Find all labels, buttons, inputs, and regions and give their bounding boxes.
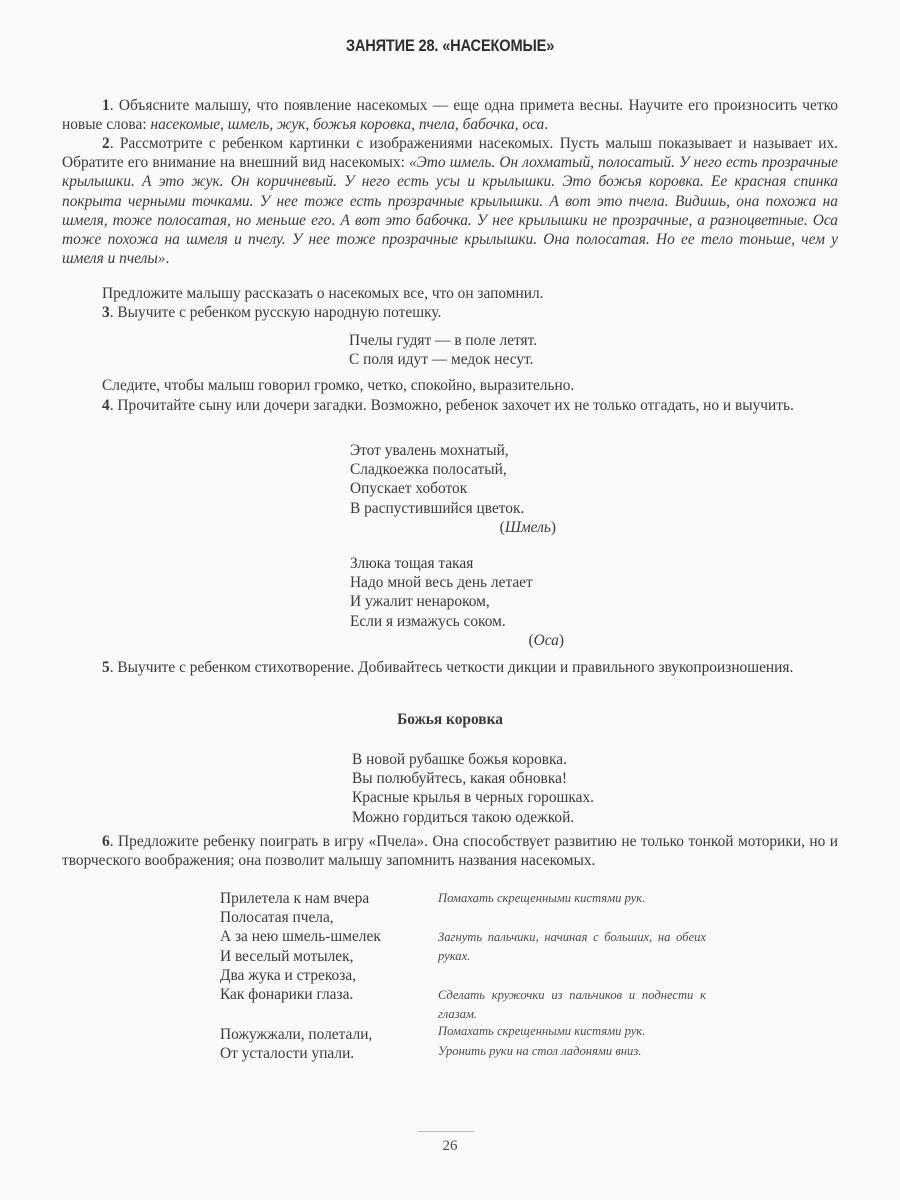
section-6-text: . Предложите ребенку поиграть в игру «Пчела». Она способствует развитию не только тонкой моторики, но и творческого воображения; она позволит малышу запомнить названия насекомых.: [62, 833, 838, 870]
section-number: 3: [102, 304, 110, 321]
verse-line: Опускает хоботок: [350, 480, 468, 498]
verse-line: Надо мной весь день летает: [350, 574, 533, 592]
section-5-text: . Выучите с ребенком стихотворение. Добивайтесь четкости дикции и правильного звукопроизношения.: [109, 659, 794, 676]
verse-line: В новой рубашке божья коровка.: [352, 751, 567, 768]
section-2-text: . Рассмотрите с ребенком картинки с изображениями насекомых. Пусть малыш показывает и называет их. Обратите его внимание на внешний вид насекомых:: [62, 135, 838, 172]
game-verse-block-1: [220, 889, 381, 1004]
section-3-text: . Выучите с ребенком русскую народную потешку.: [109, 304, 442, 321]
section-2-paragraph: [62, 134, 838, 268]
verse-line: Красные крылья в черных горошках.: [352, 789, 595, 807]
section-4-text: . Прочитайте сыну или дочери загадки. Возможно, ребенок захочет их не только отгадать, но и выучить.: [109, 397, 794, 414]
verse-line: Этот увалень мохнатый,: [350, 442, 509, 459]
page-number: 26: [442, 1138, 458, 1154]
verse-line: Как фонарики глаза.: [220, 986, 354, 1004]
page-title: ЗАНЯТИЕ 28. «НАСЕКОМЫЕ»: [345, 36, 555, 55]
section-6-paragraph: [62, 832, 838, 870]
verse-line: И ужалит ненароком,: [350, 593, 490, 611]
riddle-answer-text: Оса: [533, 631, 559, 649]
section-number: 5: [102, 659, 110, 676]
section-1-words: насекомые, шмель, жук, божья коровка, пчела, бабочка, оса: [150, 116, 545, 134]
verse-line: И веселый мотылек,: [220, 947, 354, 965]
verse-line: Пчелы гудят — в поле летят.: [349, 332, 538, 349]
section-1-paragraph: [62, 96, 838, 134]
verse-line: Пожужжали, полетали,: [220, 1026, 373, 1043]
folk-rhyme: [349, 331, 537, 369]
verse-line: Вы полюбуйтесь, какая обновка!: [352, 770, 568, 788]
game-action: Загнуть пальчики, начиная с больших, на обеих руках.: [438, 930, 706, 963]
verse-line: От усталости упали.: [220, 1045, 355, 1063]
riddle-2: [350, 554, 564, 650]
poem-title: Божья коровка: [397, 711, 503, 728]
section-3-followup: Следите, чтобы малыш говорил громко, четко, спокойно, выразительно.: [102, 377, 575, 394]
game-action: Сделать кружочки из пальчиков и поднести к глазам.: [438, 988, 706, 1021]
verse-line: А за нею шмель-шмелек: [220, 928, 381, 946]
game-action: Помахать скрещенными кистями рук.: [438, 1024, 646, 1038]
section-1-end: .: [544, 116, 549, 134]
verse-line: Сладкоежка полосатый,: [350, 461, 507, 479]
verse-line: Прилетела к нам вчера: [220, 890, 370, 907]
section-number: 4: [102, 397, 110, 414]
verse-line: Два жука и стрекоза,: [220, 966, 356, 984]
section-number: 2: [102, 135, 110, 152]
verse-line: В распустившийся цветок.: [350, 499, 525, 517]
section-2-quote: «Это шмель. Он лохматый, полосатый. У него есть прозрачные крылышки. А это жук. Он коричневый. У него есть усы и крылышки. Это божья коровка. Ее красная спинка покрыта черными точками. У нее тоже есть прозрачные крылышки. А вот это пчела. Видишь, она похожа на шмеля, тоже полосатая, но меньше его. А вот это бабочка. У нее крылышки не прозрачные, а разноцветные. Оса тоже похожа на шмеля и пчелу. У нее тоже прозрачные крылышки. Она полосатая. Но ее тело тоньше, чем у шмеля и пчелы»: [62, 154, 839, 268]
section-number: 6: [102, 833, 110, 850]
ladybug-poem: [352, 750, 594, 827]
riddle-answer: [350, 631, 564, 650]
game-action: Помахать скрещенными кистями рук.: [438, 891, 646, 905]
riddle-1: [350, 441, 556, 537]
section-3-paragraph: [62, 303, 838, 322]
footer-divider: [418, 1131, 474, 1132]
section-2-end: .: [165, 250, 170, 268]
section-1-text: . Объясните малышу, что появление насекомых — еще одна примета весны. Научите его произносить четко новые слова:: [62, 97, 838, 134]
section-number: 1: [102, 97, 110, 114]
riddle-answer-text: Шмель: [504, 518, 551, 536]
paren-close: ): [558, 631, 564, 649]
section-5-paragraph: [62, 658, 838, 677]
riddle-answer: [350, 518, 556, 537]
verse-line: Злюка тощая такая: [350, 555, 474, 572]
paren-close: ): [550, 518, 556, 536]
game-verse-block-2: [220, 1025, 372, 1063]
section-2-followup: Предложите малышу рассказать о насекомых все, что он запомнил.: [102, 285, 544, 302]
game-action: Уронить руки на стол ладонями вниз.: [438, 1044, 642, 1058]
verse-line: С поля идут — медок несут.: [349, 351, 534, 369]
verse-line: Можно гордиться такою одежкой.: [352, 808, 575, 826]
paren-open: (: [528, 631, 534, 649]
verse-line: Полосатая пчела,: [220, 909, 334, 927]
section-4-paragraph: [62, 396, 838, 415]
verse-line: Если я измажусь соком.: [350, 612, 506, 630]
paren-open: (: [499, 518, 505, 536]
